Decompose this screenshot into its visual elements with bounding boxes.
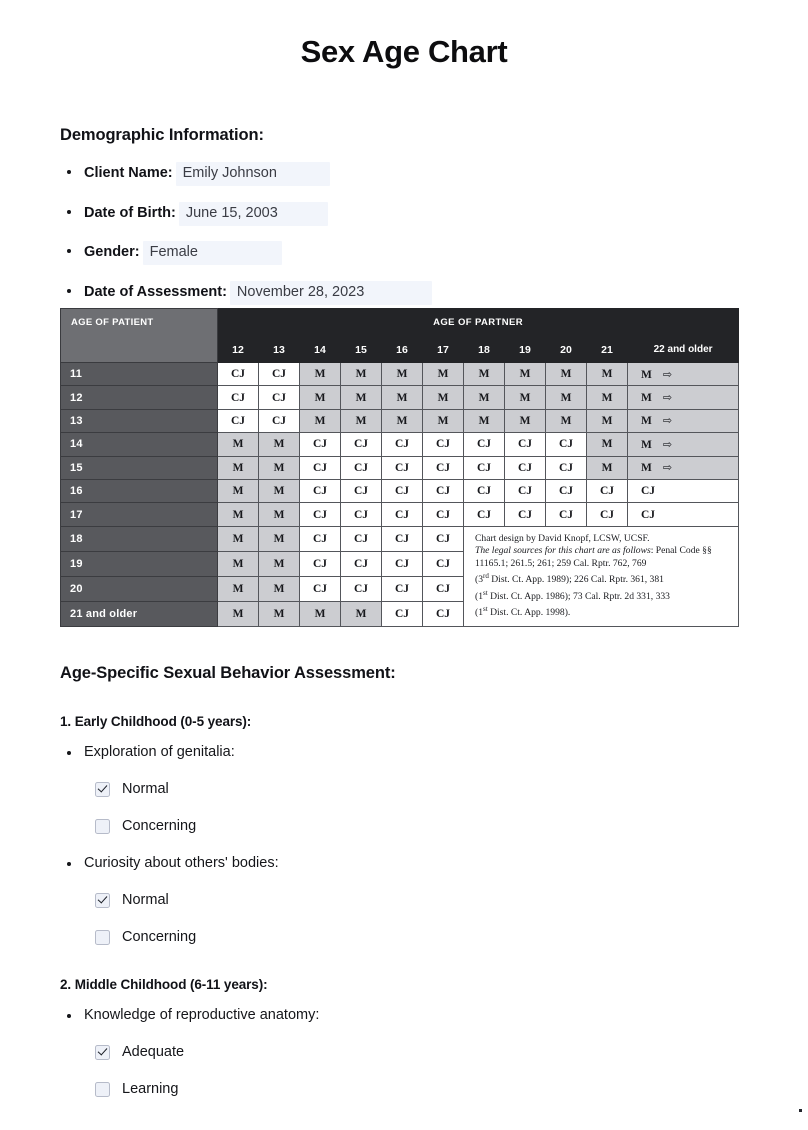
- cell-11-21: M: [587, 363, 628, 386]
- checkbox-unchecked-icon[interactable]: [95, 1082, 110, 1097]
- row-label-12: 12: [61, 386, 218, 409]
- date-of-assessment-value[interactable]: November 28, 2023: [230, 281, 432, 305]
- gender-value[interactable]: Female: [143, 241, 282, 265]
- cell-21-17: CJ: [423, 601, 464, 626]
- item-prompt: Knowledge of reproductive anatomy:: [84, 1007, 320, 1023]
- table-row: [61, 479, 739, 502]
- cell-20-17: CJ: [423, 576, 464, 601]
- legal-line4-sup: st: [483, 605, 488, 614]
- cell-15-22-and-older: [628, 456, 739, 479]
- cell-15-13: M: [259, 456, 300, 479]
- cell-11-17: M: [423, 363, 464, 386]
- cell-13-15: M: [341, 409, 382, 432]
- cell-18-12: M: [218, 526, 259, 551]
- cell-14-13: M: [259, 433, 300, 456]
- cell-13-17: M: [423, 409, 464, 432]
- client-name-label: Client Name:: [84, 165, 173, 181]
- cell-11-16: M: [382, 363, 423, 386]
- item-prompt: Curiosity about others' bodies:: [84, 855, 279, 871]
- cell-12-19: M: [505, 386, 546, 409]
- legal-line2-sup: rd: [483, 571, 489, 580]
- cell-value: M: [641, 438, 652, 451]
- client-name-value[interactable]: Emily Johnson: [176, 162, 330, 186]
- cell-12-14: M: [300, 386, 341, 409]
- legal-line2-post: Dist. Ct. App. 1989); 226 Cal. Rptr. 361, 381: [488, 574, 664, 586]
- table-row: [61, 456, 739, 479]
- date-of-assessment-label: Date of Assessment:: [84, 283, 227, 300]
- page-title: Sex Age Chart: [300, 34, 508, 69]
- header-age-16: 16: [382, 337, 423, 363]
- legal-sources-line-4: [475, 603, 729, 620]
- cell-15-14: CJ: [300, 456, 341, 479]
- cell-17-12: M: [218, 503, 259, 526]
- cell-16-12: M: [218, 479, 259, 502]
- cell-14-18: CJ: [464, 433, 505, 456]
- option-label-learning: Learning: [122, 1081, 179, 1097]
- cell-14-17: CJ: [423, 433, 464, 456]
- legal-sources-lead: The legal sources for this chart are as follows: [475, 545, 651, 557]
- cell-17-17: CJ: [423, 503, 464, 526]
- assessment-item-knowledge-of-reproductive-anatomy: [60, 1006, 760, 1098]
- cell-14-20: CJ: [546, 433, 587, 456]
- cell-14-16: CJ: [382, 433, 423, 456]
- age-chart-thead: [61, 309, 739, 363]
- cell-15-20: CJ: [546, 456, 587, 479]
- header-age-of-partner: AGE OF PARTNER: [218, 309, 739, 337]
- cell-15-17: CJ: [423, 456, 464, 479]
- cell-13-18: M: [464, 409, 505, 432]
- cell-11-15: M: [341, 363, 382, 386]
- cell-21-12: M: [218, 601, 259, 626]
- cell-19-13: M: [259, 551, 300, 576]
- right-arrow-icon: ⇨: [662, 392, 673, 405]
- age-specific-assessment-section: [60, 664, 760, 1098]
- header-age-20: 20: [546, 337, 587, 363]
- cell-20-14: CJ: [300, 576, 341, 601]
- cell-15-15: CJ: [341, 456, 382, 479]
- date-of-birth-label: Date of Birth:: [84, 204, 176, 221]
- option-label-normal: Normal: [122, 781, 169, 797]
- cell-19-14: CJ: [300, 551, 341, 576]
- cell-11-20: M: [546, 363, 587, 386]
- cell-20-15: CJ: [341, 576, 382, 601]
- header-age-15: 15: [341, 337, 382, 363]
- table-row: [61, 386, 739, 409]
- cell-12-12: CJ: [218, 386, 259, 409]
- right-arrow-icon: ⇨: [662, 438, 673, 451]
- legal-credit-line: Chart design by David Knopf, LCSW, UCSF.: [475, 532, 650, 544]
- legal-line4-pre: (1: [475, 607, 483, 619]
- cell-12-18: M: [464, 386, 505, 409]
- row-label-11: 11: [61, 363, 218, 386]
- option-label-normal: Normal: [122, 892, 169, 908]
- cell-13-19: M: [505, 409, 546, 432]
- legal-line3-post: Dist. Ct. App. 1986); 73 Cal. Rptr. 2d 331, 333: [487, 590, 670, 602]
- table-row: [61, 526, 739, 551]
- cell-17-16: CJ: [382, 503, 423, 526]
- checkbox-unchecked-icon[interactable]: [95, 930, 110, 945]
- cell-value: M: [641, 462, 652, 475]
- header-age-12: 12: [218, 337, 259, 363]
- header-age-of-patient: AGE OF PATIENT: [61, 309, 218, 363]
- legal-line4-post: Dist. Ct. App. 1998).: [487, 607, 571, 619]
- cell-15-18: CJ: [464, 456, 505, 479]
- cell-21-13: M: [259, 601, 300, 626]
- cell-value: M: [641, 415, 652, 428]
- cell-18-16: CJ: [382, 526, 423, 551]
- header-age-14: 14: [300, 337, 341, 363]
- cell-17-18: CJ: [464, 503, 505, 526]
- demographic-information-section: [60, 126, 750, 320]
- legal-line2-pre: (3: [475, 574, 483, 586]
- cell-12-16: M: [382, 386, 423, 409]
- gender-label: Gender:: [84, 244, 140, 260]
- cell-18-14: CJ: [300, 526, 341, 551]
- chart-legal-sources-note: [464, 526, 739, 626]
- cell-13-13: CJ: [259, 409, 300, 432]
- legal-sources-line-3: [475, 587, 729, 604]
- cell-11-12: CJ: [218, 363, 259, 386]
- cell-11-13: CJ: [259, 363, 300, 386]
- cell-13-16: M: [382, 409, 423, 432]
- demographic-field-date-of-assessment: [60, 281, 750, 305]
- cell-16-20: CJ: [546, 479, 587, 502]
- age-chart-table: [60, 308, 739, 627]
- age-chart-tbody: [61, 363, 739, 627]
- cell-17-19: CJ: [505, 503, 546, 526]
- cell-11-14: M: [300, 363, 341, 386]
- cell-17-21: CJ: [587, 503, 628, 526]
- cell-13-22-and-older: [628, 409, 739, 432]
- checkbox-checked-icon[interactable]: [95, 1045, 110, 1060]
- row-label-18: 18: [61, 526, 218, 551]
- row-label-15: 15: [61, 456, 218, 479]
- row-label-19: 19: [61, 551, 218, 576]
- cell-17-13: M: [259, 503, 300, 526]
- cell-21-15: M: [341, 601, 382, 626]
- cell-15-21: M: [587, 456, 628, 479]
- right-arrow-icon: ⇨: [662, 415, 673, 428]
- option-label-concerning: Concerning: [122, 929, 197, 945]
- cell-11-22-and-older: [628, 363, 739, 386]
- right-arrow-icon: ⇨: [662, 368, 673, 381]
- table-row: [61, 409, 739, 432]
- table-row: [61, 363, 739, 386]
- cell-19-12: M: [218, 551, 259, 576]
- cell-value: M: [641, 368, 652, 381]
- checkbox-checked-icon[interactable]: [95, 782, 110, 797]
- header-age-22-and-older: 22 and older: [628, 337, 739, 363]
- cell-16-18: CJ: [464, 479, 505, 502]
- cell-16-19: CJ: [505, 479, 546, 502]
- row-label-16: 16: [61, 479, 218, 502]
- legal-sources-line-1: : Penal Code §§ 11165.1; 261.5; 261; 259 Cal. Rptr. 762, 769: [475, 545, 712, 569]
- cell-20-16: CJ: [382, 576, 423, 601]
- option-label-concerning: Concerning: [122, 818, 197, 834]
- header-age-13: 13: [259, 337, 300, 363]
- assessment-heading: Age-Specific Sexual Behavior Assessment:: [60, 664, 396, 682]
- group-title-middle-childhood: 2. Middle Childhood (6-11 years):: [60, 977, 268, 992]
- cell-12-22-and-older: [628, 386, 739, 409]
- assessment-group-middle-childhood: [60, 977, 760, 1098]
- cell-12-13: CJ: [259, 386, 300, 409]
- item-options: [84, 780, 760, 835]
- checkbox-unchecked-icon[interactable]: [95, 819, 110, 834]
- cell-15-19: CJ: [505, 456, 546, 479]
- header-age-17: 17: [423, 337, 464, 363]
- page-corner-mark: [799, 1109, 802, 1112]
- legal-line3-pre: (1: [475, 590, 483, 602]
- header-age-19: 19: [505, 337, 546, 363]
- option-row-concerning[interactable]: [84, 817, 760, 835]
- table-row: [61, 433, 739, 456]
- cell-18-17: CJ: [423, 526, 464, 551]
- group-title-early-childhood: 1. Early Childhood (0-5 years):: [60, 714, 252, 729]
- cell-16-22-and-older: CJ: [628, 479, 739, 502]
- cell-17-22-and-older: CJ: [628, 503, 739, 526]
- option-row-normal[interactable]: [84, 891, 760, 909]
- cell-19-16: CJ: [382, 551, 423, 576]
- checkbox-checked-icon[interactable]: [95, 893, 110, 908]
- cell-12-17: M: [423, 386, 464, 409]
- cell-16-16: CJ: [382, 479, 423, 502]
- cell-17-15: CJ: [341, 503, 382, 526]
- cell-14-14: CJ: [300, 433, 341, 456]
- demographic-field-client-name: [60, 162, 750, 186]
- cell-11-19: M: [505, 363, 546, 386]
- cell-16-13: M: [259, 479, 300, 502]
- cell-14-22-and-older: [628, 433, 739, 456]
- cell-value: M: [641, 392, 652, 405]
- cell-14-19: CJ: [505, 433, 546, 456]
- cell-19-15: CJ: [341, 551, 382, 576]
- cell-14-21: M: [587, 433, 628, 456]
- legal-line3-sup: st: [483, 588, 488, 597]
- assessment-item-exploration-of-genitalia: [60, 743, 760, 835]
- cell-19-17: CJ: [423, 551, 464, 576]
- demographic-field-list: [60, 162, 750, 305]
- demographic-field-date-of-birth: [60, 202, 750, 226]
- row-label-17: 17: [61, 503, 218, 526]
- legal-sources-text: [475, 545, 729, 570]
- row-label-13: 13: [61, 409, 218, 432]
- age-chart-table-wrapper: [60, 308, 739, 627]
- cell-16-14: CJ: [300, 479, 341, 502]
- cell-17-14: CJ: [300, 503, 341, 526]
- early-childhood-item-list: [60, 743, 760, 946]
- cell-21-14: M: [300, 601, 341, 626]
- cell-13-20: M: [546, 409, 587, 432]
- option-row-concerning[interactable]: [84, 928, 760, 946]
- option-row-adequate[interactable]: [84, 1043, 760, 1061]
- cell-13-21: M: [587, 409, 628, 432]
- demographic-heading: Demographic Information:: [60, 126, 264, 144]
- cell-16-21: CJ: [587, 479, 628, 502]
- option-row-learning[interactable]: [84, 1080, 760, 1098]
- row-label-21-and-older: 21 and older: [61, 601, 218, 626]
- cell-15-16: CJ: [382, 456, 423, 479]
- assessment-group-early-childhood: [60, 714, 760, 946]
- cell-18-13: M: [259, 526, 300, 551]
- cell-13-14: M: [300, 409, 341, 432]
- cell-17-20: CJ: [546, 503, 587, 526]
- cell-14-12: M: [218, 433, 259, 456]
- item-prompt: Exploration of genitalia:: [84, 744, 235, 760]
- table-row: [61, 503, 739, 526]
- cell-13-12: CJ: [218, 409, 259, 432]
- legal-sources-line-2: [475, 570, 729, 587]
- cell-16-17: CJ: [423, 479, 464, 502]
- cell-12-21: M: [587, 386, 628, 409]
- cell-16-15: CJ: [341, 479, 382, 502]
- cell-18-15: CJ: [341, 526, 382, 551]
- assessment-item-curiosity-about-others-bodies: [60, 854, 760, 946]
- cell-14-15: CJ: [341, 433, 382, 456]
- option-label-adequate: Adequate: [122, 1044, 185, 1060]
- row-label-20: 20: [61, 576, 218, 601]
- middle-childhood-item-list: [60, 1006, 760, 1098]
- item-options: [84, 1043, 760, 1098]
- date-of-birth-value[interactable]: June 15, 2003: [179, 202, 328, 226]
- item-options: [84, 891, 760, 946]
- header-age-18: 18: [464, 337, 505, 363]
- right-arrow-icon: ⇨: [662, 462, 673, 475]
- cell-12-15: M: [341, 386, 382, 409]
- option-row-normal[interactable]: [84, 780, 760, 798]
- cell-12-20: M: [546, 386, 587, 409]
- cell-20-12: M: [218, 576, 259, 601]
- header-age-21: 21: [587, 337, 628, 363]
- cell-11-18: M: [464, 363, 505, 386]
- cell-15-12: M: [218, 456, 259, 479]
- header-row-titles: [61, 309, 739, 337]
- row-label-14: 14: [61, 433, 218, 456]
- demographic-field-gender: [60, 241, 750, 265]
- cell-21-16: CJ: [382, 601, 423, 626]
- cell-20-13: M: [259, 576, 300, 601]
